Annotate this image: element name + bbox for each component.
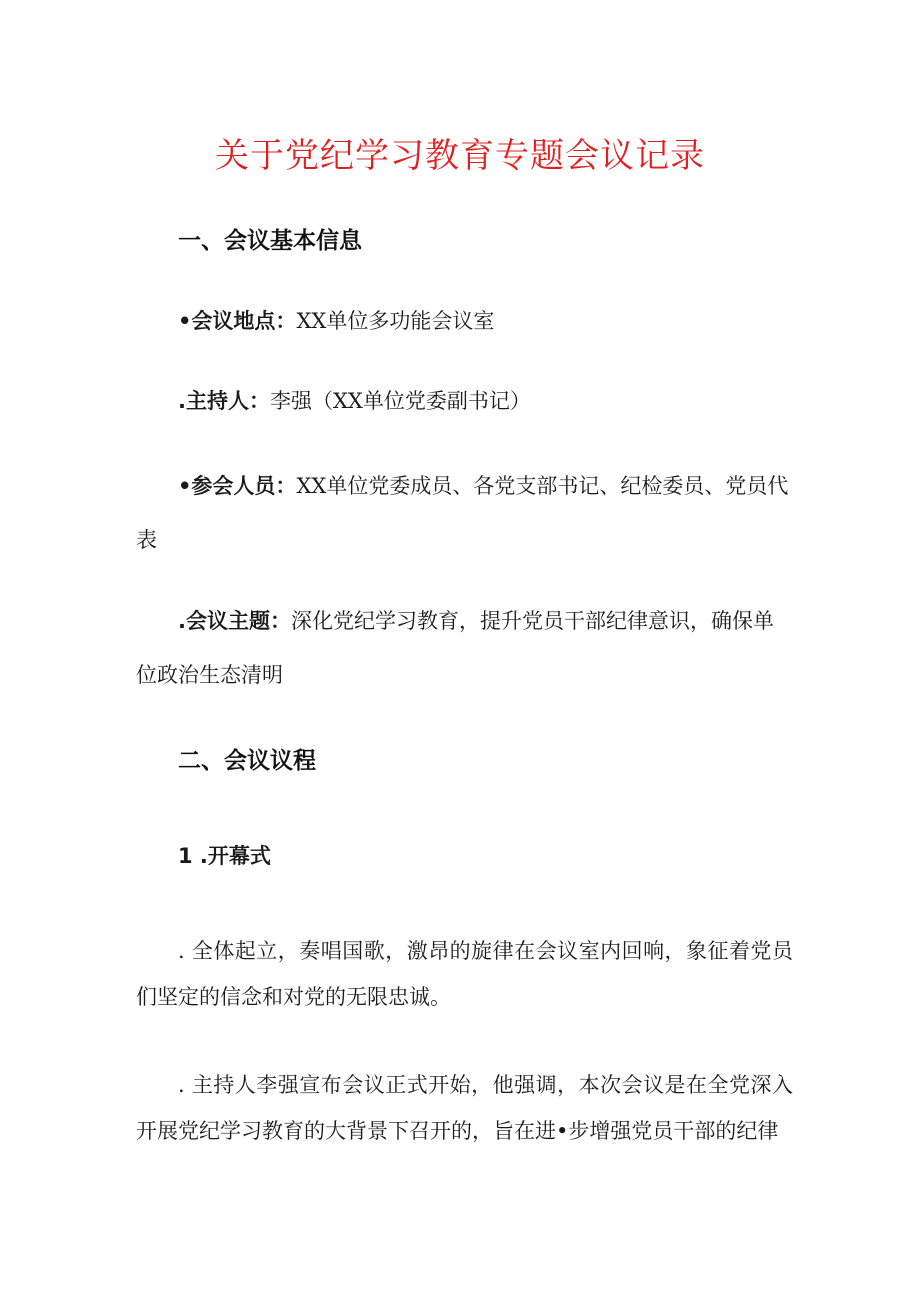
info-value: XX单位多功能会议室 <box>296 309 495 333</box>
info-item-location <box>178 294 793 348</box>
info-label: .会议主题： <box>178 609 291 633</box>
paragraph-anthem: . 全体起立，奏唱国歌，激昂的旋律在会议室内回响，象征着党员们坚定的信念和对党的无限忠诚。 <box>136 939 793 1009</box>
section-heading-basic-info: 一、会议基本信息 <box>178 228 362 254</box>
info-label: •参会人员： <box>178 474 297 498</box>
info-value: 李强（XX单位党委副书记） <box>269 389 531 413</box>
info-item-attendees <box>136 459 793 567</box>
document-title: 关于党纪学习教育专题会议记录 <box>215 136 705 176</box>
info-item-theme <box>136 594 793 702</box>
subsection-heading-opening: 1 .开幕式 <box>178 844 271 868</box>
info-label: •会议地点： <box>178 309 297 333</box>
section-heading-agenda: 二、会议议程 <box>178 748 316 774</box>
info-item-host <box>178 374 793 428</box>
paragraph-host-opening: . 主持人李强宣布会议正式开始，他强调，本次会议是在全党深入开展党纪学习教育的大背景下召开的，旨在进•步增强党员干部的纪律 <box>136 1073 793 1143</box>
info-label: .主持人： <box>178 389 270 413</box>
info-value: XX单位党委成员、各党支部书记、纪检委员、党员代表 <box>136 474 789 552</box>
info-value: 深化党纪学习教育，提升党员干部纪律意识，确保单位政治生态清明 <box>136 609 774 687</box>
